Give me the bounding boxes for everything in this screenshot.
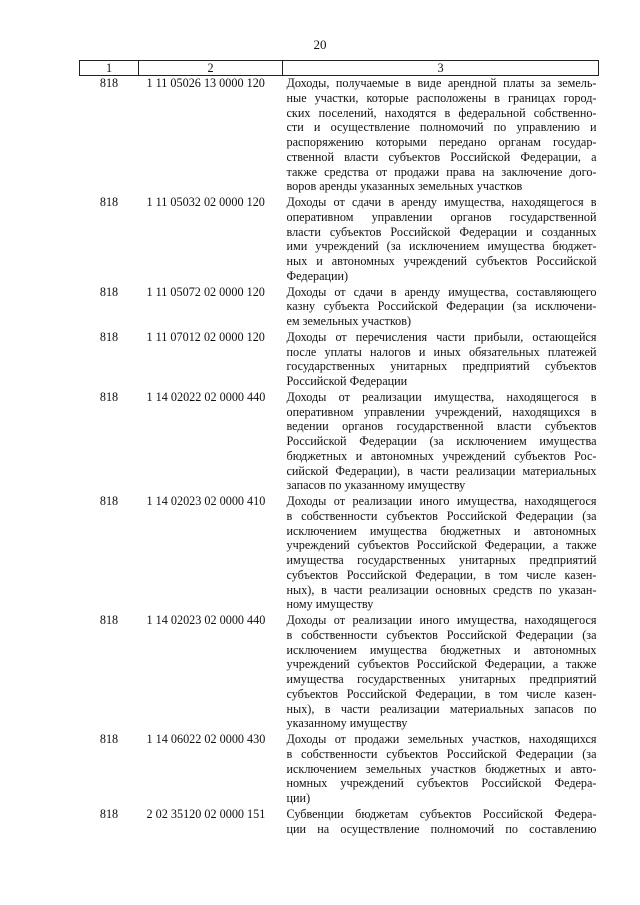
description-line: оперативном управлении учреждений, находящихся в <box>286 404 597 419</box>
description-line: ем земельных участков) <box>286 314 412 328</box>
revenue-description <box>283 285 599 330</box>
budget-classification-code: 1 14 02023 02 0000 440 <box>146 613 266 627</box>
budget-classification-code: 1 11 05032 02 0000 120 <box>146 195 265 209</box>
description-line: в собственности субъектов Российской Федерации (за <box>286 627 597 642</box>
budget-classification-code: 1 11 05026 13 0000 120 <box>146 76 265 90</box>
description-line: воров аренды указанных земельных участков <box>286 179 523 194</box>
description-line: исключением имущества бюджетных и автономных <box>286 523 597 538</box>
description-line: Доходы, получаемые в виде арендной платы за земель- <box>286 76 597 90</box>
description-line: Российской Федерации (за исключением имущества <box>286 434 597 448</box>
administrator-code: 818 <box>99 494 119 508</box>
description-line: после уплаты налогов и иных обязательных платежей <box>286 344 597 359</box>
description-line: Доходы от реализации имущества, находящегося в <box>286 389 597 404</box>
description-line: Доходы от перечисления части прибыли, остающейся <box>286 329 597 344</box>
revenue-description <box>283 613 599 732</box>
table-row <box>80 807 599 838</box>
administrator-code: 818 <box>99 329 119 344</box>
table-row <box>80 494 599 613</box>
revenue-description <box>283 390 599 494</box>
table-row <box>80 330 599 390</box>
revenue-description <box>283 807 599 838</box>
administrator-code: 818 <box>99 389 119 404</box>
description-line: запасов по указанному имуществу <box>286 478 466 493</box>
budget-classification-code: 1 14 06022 02 0000 430 <box>146 732 266 746</box>
description-line: сти и осуществление полномочий по управлению и <box>286 120 597 135</box>
description-line: государственных унитарных предприятий субъектов <box>286 359 597 374</box>
description-line: ими учреждений (за исключением имущества бюджет- <box>286 239 597 254</box>
description-line: Доходы от сдачи в аренду имущества, находящегося в <box>286 195 597 209</box>
description-line: исключением земельных участков бюджетных и авто- <box>286 761 597 776</box>
administrator-code: 818 <box>99 806 119 821</box>
revenue-description <box>283 76 599 196</box>
table-row <box>80 195 599 285</box>
table-row <box>80 390 599 494</box>
description-line: Доходы от реализации иного имущества, находящегося <box>286 494 597 508</box>
description-line: субъектов Российской Федерации, в том числе казен- <box>286 686 597 701</box>
revenue-description <box>283 494 599 613</box>
description-line: учреждений субъектов Российской Федерации, а также <box>286 657 597 672</box>
budget-classification-code: 2 02 35120 02 0000 151 <box>146 806 266 821</box>
page-number: 20 <box>313 37 327 52</box>
description-line: имущества государственных унитарных предприятий <box>286 553 597 567</box>
table-header-row <box>80 61 599 76</box>
table-row <box>80 285 599 330</box>
description-line: в собственности субъектов Российской Федерации (за <box>286 508 597 523</box>
description-line: ному имуществу <box>286 597 374 612</box>
revenue-description <box>283 330 599 390</box>
description-line: ных), в части реализации основных средств по указан- <box>286 582 597 597</box>
description-line: распоряжению которыми передано органам государ- <box>286 135 597 149</box>
description-line: Доходы от продажи земельных участков, находящихся <box>286 732 597 746</box>
revenue-description <box>283 732 599 807</box>
table-row <box>80 76 599 196</box>
description-line: ных), в части реализации материальных запасов по <box>286 701 597 716</box>
description-line: ственной власти субъектов Российской Федерации, а <box>286 149 597 164</box>
description-line: ведении органов государственной власти субъектов <box>286 419 597 434</box>
column-header-2: 2 <box>139 61 283 76</box>
description-line: власти субъектов Российской Федерации и созданных <box>286 224 597 239</box>
administrator-code: 818 <box>99 76 119 90</box>
budget-classification-code: 1 14 02022 02 0000 440 <box>146 389 266 404</box>
description-line: также средства от продажи права на заключение дого- <box>286 164 597 179</box>
description-line: номных учреждений субъектов Российской Федера- <box>286 776 597 791</box>
administrator-code: 818 <box>99 195 119 209</box>
revenue-description <box>283 195 599 285</box>
budget-classification-code: 1 11 07012 02 0000 120 <box>146 329 265 344</box>
table-row <box>80 732 599 807</box>
description-line: ции) <box>286 791 311 805</box>
administrator-code: 818 <box>99 284 119 299</box>
administrator-code: 818 <box>99 732 119 746</box>
description-line: Российской Федерации <box>286 374 408 388</box>
description-line: бюджетных и автономных учреждений субъектов Рос- <box>286 448 597 463</box>
table-row <box>80 613 599 732</box>
description-line: ских поселений, находятся в федеральной собственно- <box>286 105 597 120</box>
administrator-code: 818 <box>99 613 119 627</box>
description-line: ных и автономных учреждений субъектов Российской <box>286 254 597 268</box>
description-line: ные участки, которые расположены в границах город- <box>286 90 597 105</box>
description-line: Доходы от реализации иного имущества, находящегося <box>286 613 597 627</box>
revenue-classification-table <box>79 60 599 837</box>
description-line: указанному имуществу <box>286 716 408 731</box>
budget-classification-code: 1 14 02023 02 0000 410 <box>146 494 266 508</box>
description-line: Доходы от сдачи в аренду имущества, составляющего <box>286 284 597 299</box>
table-body <box>80 76 599 838</box>
column-header-3: 3 <box>283 61 599 76</box>
description-line: ции на осуществление полномочий по составлению <box>286 821 597 836</box>
description-line: учреждений субъектов Российской Федерации, а также <box>286 538 597 553</box>
description-line: субъектов Российской Федерации, в том числе казен- <box>286 567 597 582</box>
table-header <box>80 61 599 76</box>
description-line: имущества государственных унитарных предприятий <box>286 672 597 686</box>
description-line: оперативном управлении органов государственной <box>286 209 597 224</box>
description-line: исключением имущества бюджетных и автономных <box>286 642 597 657</box>
description-line: Субвенции бюджетам субъектов Российской Федера- <box>286 806 597 821</box>
description-line: Федерации) <box>286 268 349 283</box>
budget-classification-code: 1 11 05072 02 0000 120 <box>146 284 265 299</box>
description-line: в собственности субъектов Российской Федерации (за <box>286 746 597 761</box>
column-header-1: 1 <box>80 61 139 76</box>
description-line: сийской Федерации), в части реализации материальных <box>286 463 597 478</box>
description-line: казну субъекта Российской Федерации (за исключени- <box>286 299 597 314</box>
